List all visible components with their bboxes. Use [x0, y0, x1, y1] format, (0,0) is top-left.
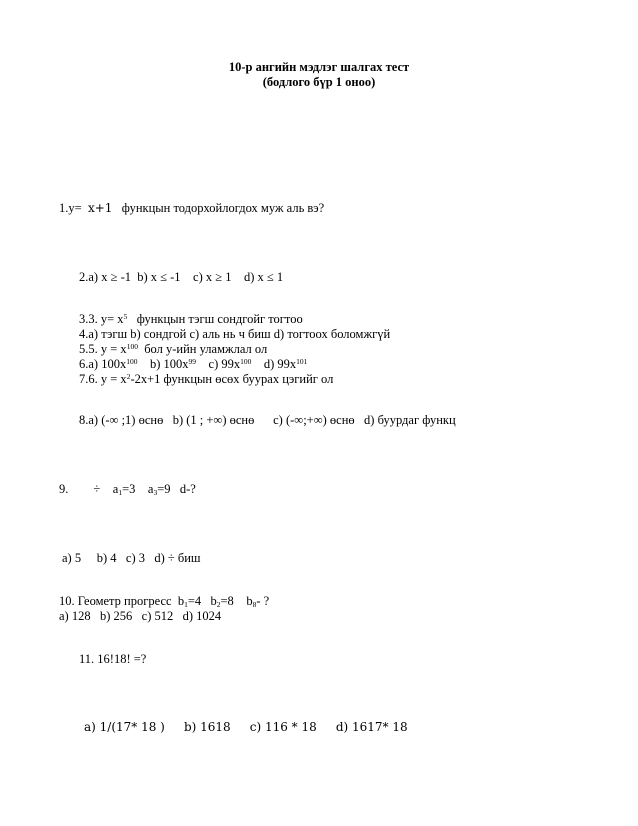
q3-text: функцын тэгш сондгойг тогтоо: [136, 312, 303, 326]
q9-a3-value: =9: [157, 482, 171, 496]
q5-text: бол y-ийн уламжлал ол: [144, 342, 268, 356]
q9-option-c: c) 3: [125, 551, 145, 565]
q8-option-c: c) (-∞;+∞) өснө: [273, 413, 355, 427]
q6-option-b: b) 100x: [149, 357, 189, 371]
question-10: [59, 594, 269, 609]
test-title: 10-р ангийн мэдлэг шалгах тест: [228, 60, 410, 74]
q9-a1-index: 1: [118, 488, 123, 497]
q1-prefix: 1.y=: [59, 201, 82, 215]
q3-exponent: 5: [123, 312, 128, 321]
question-5: [79, 342, 267, 357]
q2-option-d: d) x ≤ 1: [244, 270, 284, 284]
q10-b2-base: b: [210, 594, 217, 608]
question-7: [79, 372, 333, 387]
question-4-options: 4.a) тэгш b) сондгой c) аль нь ч биш d) тогтоох боломжгүй: [79, 327, 391, 341]
q11-option-d: d) 1617* 18: [335, 720, 408, 734]
question-2-options: [79, 270, 283, 285]
question-8-options: [79, 413, 456, 428]
q6-c-exponent: 100: [240, 357, 252, 366]
q10-b8-value: - ?: [256, 594, 270, 608]
q9-option-a: a) 5: [62, 551, 82, 565]
question-11-options: [84, 720, 408, 735]
q10-option-b: b) 256: [99, 609, 133, 623]
question-10-options: [59, 609, 221, 624]
q10-option-a: a) 128: [59, 609, 91, 623]
q10-b1-value: =4: [187, 594, 202, 608]
q2-option-c: c) x ≥ 1: [193, 270, 232, 284]
question-9: [59, 482, 196, 497]
question-3: [79, 312, 303, 327]
q7-function: 7.6. y = x: [79, 372, 127, 386]
question-9-options: [62, 551, 201, 566]
q9-ask: d-?: [179, 482, 196, 496]
q10-text: 10. Геометр прогресс: [59, 594, 172, 608]
q10-b8-base: b: [246, 594, 253, 608]
q1-text: функцын тодорхойлогдох муж аль вэ?: [121, 201, 325, 215]
q7-exponent: 2: [126, 372, 131, 381]
q6-d-exponent: 101: [296, 357, 308, 366]
test-subtitle: (бодлого бүр 1 оноо): [262, 75, 376, 89]
q5-exponent: 100: [126, 342, 138, 351]
question-11: 11. 16!18! =?: [79, 652, 147, 666]
q10-b8-index: 8: [252, 600, 257, 609]
q7-text: -2x+1 функцын өсөх буурах цэгийг ол: [130, 372, 334, 386]
q10-b2-index: 2: [216, 600, 221, 609]
q9-a1-base: a: [112, 482, 119, 496]
question-1: [59, 201, 324, 216]
q8-option-a: 8.a) (-∞ ;1) өснө: [79, 413, 164, 427]
q6-option-c: c) 99x: [208, 357, 241, 371]
q6-a-exponent: 100: [126, 357, 138, 366]
q8-option-b: b) (1 ; +∞) өснө: [172, 413, 255, 427]
q10-option-c: c) 512: [141, 609, 174, 623]
q8-option-d: d) буурдаг функц: [364, 413, 456, 427]
q1-expression: x+1: [87, 201, 113, 215]
q2-option-a: 2.a) x ≥ -1: [79, 270, 131, 284]
q9-a1-value: =3: [122, 482, 136, 496]
q10-b2-value: =8: [220, 594, 234, 608]
q11-option-c: c) 116 * 18: [249, 720, 317, 734]
q9-division-sign: ÷: [93, 482, 101, 496]
q6-option-d: d) 99x: [263, 357, 297, 371]
q9-option-d: d) ÷ биш: [154, 551, 201, 565]
q9-a3-base: a: [147, 482, 154, 496]
q3-function: 3.3. y= x: [79, 312, 124, 326]
q9-option-b: b) 4: [96, 551, 117, 565]
q11-option-a: a) 1/(17* 18 ): [84, 720, 165, 734]
q10-option-d: d) 1024: [182, 609, 222, 623]
q5-function: 5.5. y = x: [79, 342, 127, 356]
q10-b1-base: b: [177, 594, 185, 608]
question-6-options: [79, 357, 307, 372]
q9-a3-index: 3: [153, 488, 158, 497]
q9-number: 9.: [59, 482, 69, 496]
q6-option-a: 6.a) 100x: [79, 357, 127, 371]
q6-b-exponent: 99: [188, 357, 197, 366]
q2-option-b: b) x ≤ -1: [137, 270, 181, 284]
q11-option-b: b) 1618: [183, 720, 231, 734]
q10-b1-index: 1: [184, 600, 188, 609]
